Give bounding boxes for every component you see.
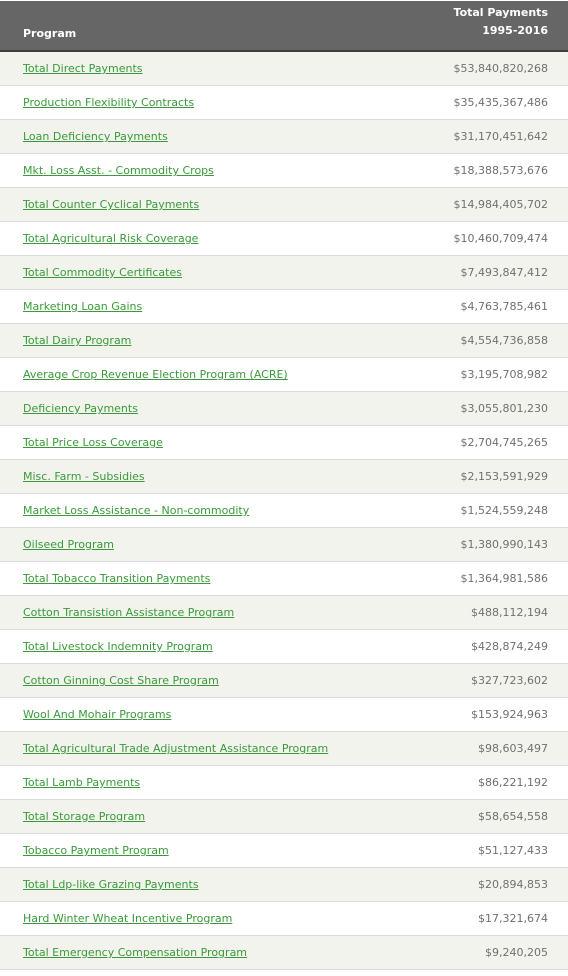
payment-amount: $1,524,559,248 xyxy=(460,504,548,517)
table-row xyxy=(0,630,568,664)
table-row xyxy=(0,52,568,86)
payment-amount: $1,364,981,586 xyxy=(460,572,548,585)
table-row xyxy=(0,358,568,392)
program-link[interactable]: Loan Deficiency Payments xyxy=(23,130,168,143)
payment-amount: $3,195,708,982 xyxy=(460,368,548,381)
table-header xyxy=(0,1,568,52)
payment-amount: $14,984,405,702 xyxy=(453,198,548,211)
program-link[interactable]: Total Agricultural Trade Adjustment Assistance Program xyxy=(23,742,329,755)
program-link[interactable]: Total Lamb Payments xyxy=(23,776,141,789)
payment-amount: $2,153,591,929 xyxy=(460,470,548,483)
program-link[interactable]: Total Agricultural Risk Coverage xyxy=(23,232,199,245)
program-column-header: Program xyxy=(23,27,77,40)
program-link[interactable]: Total Livestock Indemnity Program xyxy=(23,640,213,653)
payment-amount: $98,603,497 xyxy=(478,742,548,755)
program-link[interactable]: Misc. Farm - Subsidies xyxy=(23,470,145,483)
payment-amount: $17,321,674 xyxy=(478,912,548,925)
payment-amount: $4,554,736,858 xyxy=(460,334,548,347)
table-row xyxy=(0,426,568,460)
program-link[interactable]: Total Ldp-like Grazing Payments xyxy=(23,878,199,891)
table-row xyxy=(0,834,568,868)
table-row xyxy=(0,562,568,596)
payment-amount: $9,240,205 xyxy=(485,946,548,959)
program-link[interactable]: Average Crop Revenue Election Program (ACRE) xyxy=(23,368,288,381)
payment-amount: $428,874,249 xyxy=(471,640,548,653)
table-row xyxy=(0,86,568,120)
payment-amount: $2,704,745,265 xyxy=(460,436,548,449)
payment-amount: $35,435,367,486 xyxy=(453,96,548,109)
table-row xyxy=(0,120,568,154)
table-row xyxy=(0,222,568,256)
payment-amount: $51,127,433 xyxy=(478,844,548,857)
payment-amount: $1,380,990,143 xyxy=(460,538,548,551)
payment-amount: $31,170,451,642 xyxy=(453,130,548,143)
payment-amount: $53,840,820,268 xyxy=(453,62,548,75)
table-row xyxy=(0,188,568,222)
payment-amount: $86,221,192 xyxy=(478,776,548,789)
program-link[interactable]: Total Direct Payments xyxy=(23,62,143,75)
program-link[interactable]: Total Emergency Compensation Program xyxy=(23,946,248,959)
payment-amount: $18,388,573,676 xyxy=(453,164,548,177)
program-link[interactable]: Cotton Transistion Assistance Program xyxy=(23,606,235,619)
program-link[interactable]: Total Counter Cyclical Payments xyxy=(23,198,200,211)
table-row xyxy=(0,324,568,358)
table-row xyxy=(0,154,568,188)
payment-amount: $488,112,194 xyxy=(471,606,548,619)
payment-amount: $153,924,963 xyxy=(471,708,548,721)
program-link[interactable]: Wool And Mohair Programs xyxy=(23,708,172,721)
total-payments-header-line2: 1995-2016 xyxy=(482,24,548,37)
payment-amount: $3,055,801,230 xyxy=(460,402,548,415)
program-link[interactable]: Hard Winter Wheat Incentive Program xyxy=(23,912,233,925)
payment-amount: $20,894,853 xyxy=(478,878,548,891)
table-row xyxy=(0,596,568,630)
payment-amount: $7,493,847,412 xyxy=(460,266,548,279)
table-row xyxy=(0,868,568,902)
table-row xyxy=(0,698,568,732)
program-link[interactable]: Market Loss Assistance - Non-commodity xyxy=(23,504,250,517)
table-row xyxy=(0,936,568,970)
program-link[interactable]: Deficiency Payments xyxy=(23,402,138,415)
payment-amount: $10,460,709,474 xyxy=(453,232,548,245)
table-row xyxy=(0,732,568,766)
table-row xyxy=(0,766,568,800)
table-body xyxy=(0,52,568,970)
total-payments-column-header xyxy=(454,4,548,40)
table-row xyxy=(0,800,568,834)
program-link[interactable]: Total Storage Program xyxy=(23,810,146,823)
program-link[interactable]: Mkt. Loss Asst. - Commodity Crops xyxy=(23,164,214,177)
table-row xyxy=(0,256,568,290)
table-row xyxy=(0,460,568,494)
program-link[interactable]: Total Price Loss Coverage xyxy=(23,436,163,449)
payment-amount: $4,763,785,461 xyxy=(460,300,548,313)
program-link[interactable]: Production Flexibility Contracts xyxy=(23,96,195,109)
program-link[interactable]: Total Commodity Certificates xyxy=(23,266,182,279)
program-link[interactable]: Tobacco Payment Program xyxy=(23,844,169,857)
program-link[interactable]: Cotton Ginning Cost Share Program xyxy=(23,674,219,687)
program-link[interactable]: Marketing Loan Gains xyxy=(23,300,143,313)
table-row xyxy=(0,528,568,562)
table-row xyxy=(0,902,568,936)
program-link[interactable]: Oilseed Program xyxy=(23,538,114,551)
program-link[interactable]: Total Tobacco Transition Payments xyxy=(23,572,211,585)
table-row xyxy=(0,664,568,698)
payment-amount: $58,654,558 xyxy=(478,810,548,823)
table-row xyxy=(0,494,568,528)
table-row xyxy=(0,392,568,426)
total-payments-header-line1: Total Payments xyxy=(453,6,548,19)
table-row xyxy=(0,290,568,324)
program-link[interactable]: Total Dairy Program xyxy=(23,334,132,347)
payment-amount: $327,723,602 xyxy=(471,674,548,687)
